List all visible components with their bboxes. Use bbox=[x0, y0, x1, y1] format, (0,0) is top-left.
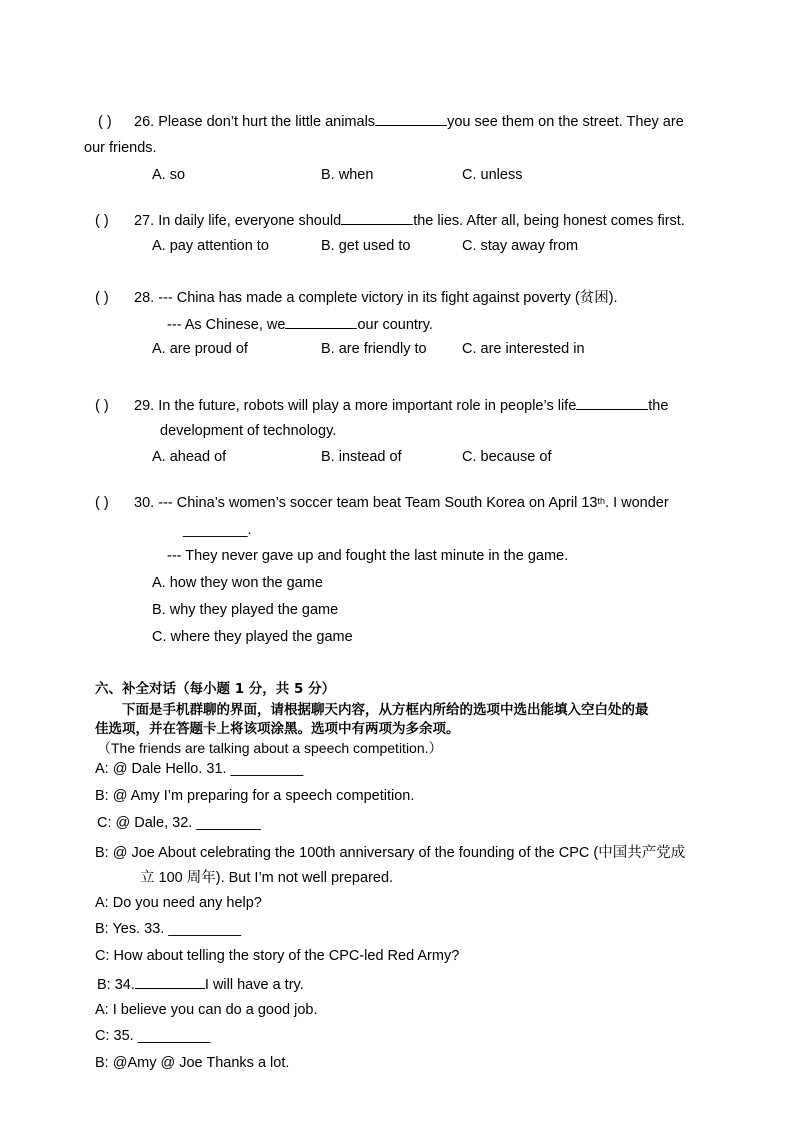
dialogue-text: B: 34. bbox=[97, 977, 135, 993]
question-text: In the future, robots will play a more important role in people’s life bbox=[158, 398, 577, 414]
dialogue-line: C: 35. _________ bbox=[95, 1028, 211, 1044]
question-text-line2: ________. bbox=[183, 522, 252, 538]
question-text-line2: our friends. bbox=[84, 140, 157, 156]
question-text-cont: . I wonder bbox=[605, 495, 669, 511]
dialogue-line: B: Yes. 33. _________ bbox=[95, 921, 241, 937]
dialogue-line: A: I believe you can do a good job. bbox=[95, 1002, 318, 1018]
question-28 bbox=[95, 289, 618, 307]
answer-blank bbox=[375, 111, 447, 126]
dialogue-line: B: @Amy @ Joe Thanks a lot. bbox=[95, 1055, 290, 1071]
question-text-cont: the lies. After all, being honest comes first. bbox=[413, 213, 685, 229]
option-b: B. why they played the game bbox=[152, 602, 339, 618]
question-number: 27. bbox=[134, 213, 155, 229]
dialogue-line: A: Do you need any help? bbox=[95, 895, 262, 911]
dialogue-line: C: @ Dale, 32. ________ bbox=[97, 815, 261, 831]
answer-paren[interactable]: ( ) bbox=[98, 114, 112, 130]
dialogue-line: B: @ Amy I’m preparing for a speech competition. bbox=[95, 788, 415, 804]
dialogue-text-cont: I will have a try. bbox=[204, 977, 304, 993]
superscript: th bbox=[597, 496, 606, 506]
dialogue-line: 立 100 周年). But I’m not well prepared. bbox=[140, 870, 394, 886]
question-30 bbox=[95, 494, 669, 512]
question-text: --- China has made a complete victory in its fight against poverty (贫困). bbox=[158, 290, 618, 306]
question-text: Please don’t hurt the little animals bbox=[158, 114, 376, 130]
question-text: --- As Chinese, we bbox=[167, 317, 286, 333]
answer-blank bbox=[341, 210, 413, 225]
option-c: C. unless bbox=[462, 167, 523, 183]
option-a: A. ahead of bbox=[152, 449, 227, 465]
question-number: 29. bbox=[134, 398, 155, 414]
question-text: --- China’s women’s soccer team beat Team South Korea on April 13 bbox=[158, 495, 598, 511]
question-28-line2 bbox=[167, 314, 433, 334]
question-text-cont: you see them on the street. They are bbox=[447, 114, 684, 130]
dialogue-line: C: How about telling the story of the CPC-led Red Army? bbox=[95, 948, 460, 964]
answer-paren[interactable]: ( ) bbox=[95, 495, 109, 511]
answer-blank bbox=[285, 314, 357, 329]
option-a: A. how they won the game bbox=[152, 575, 323, 591]
option-c: C. stay away from bbox=[462, 238, 579, 254]
option-c: C. because of bbox=[462, 449, 552, 465]
dialogue-line: A: @ Dale Hello. 31. _________ bbox=[95, 761, 304, 777]
question-number: 26. bbox=[134, 114, 155, 130]
question-number: 30. bbox=[134, 495, 155, 511]
section-instruction-line1: 下面是手机群聊的界面，请根据聊天内容，从方框内所给的选项中选出能填入空白处的最 bbox=[122, 702, 649, 718]
question-29 bbox=[95, 395, 668, 415]
section-instruction-line2: 佳选项，并在答题卡上将该项涂黑。选项中有两项为多余项。 bbox=[95, 721, 460, 737]
option-a: A. are proud of bbox=[152, 341, 248, 357]
option-a: A. pay attention to bbox=[152, 238, 269, 254]
section-context: （The friends are talking about a speech competition.） bbox=[97, 740, 443, 756]
question-26 bbox=[98, 111, 684, 131]
dialogue-line-34 bbox=[97, 974, 304, 994]
answer-paren[interactable]: ( ) bbox=[95, 213, 109, 229]
option-b: B. get used to bbox=[321, 238, 411, 254]
option-c: C. where they played the game bbox=[152, 629, 353, 645]
question-text-cont: our country. bbox=[357, 317, 433, 333]
option-b: B. instead of bbox=[321, 449, 402, 465]
option-b: B. when bbox=[321, 167, 374, 183]
question-text-cont: the bbox=[648, 398, 669, 414]
section-title: 六、补全对话（每小题 1 分，共 5 分） bbox=[95, 681, 336, 697]
dialogue-line: B: @ Joe About celebrating the 100th anniversary of the founding of the CPC (中国共产党成 bbox=[95, 845, 686, 861]
answer-blank bbox=[576, 395, 648, 410]
option-c: C. are interested in bbox=[462, 341, 585, 357]
question-text-line3: --- They never gave up and fought the last minute in the game. bbox=[167, 548, 569, 564]
answer-blank bbox=[135, 974, 205, 989]
option-b: B. are friendly to bbox=[321, 341, 427, 357]
question-27 bbox=[95, 210, 685, 230]
question-text: In daily life, everyone should bbox=[158, 213, 342, 229]
question-number: 28. bbox=[134, 290, 155, 306]
option-a: A. so bbox=[152, 167, 186, 183]
answer-paren[interactable]: ( ) bbox=[95, 290, 109, 306]
question-text-line2: development of technology. bbox=[160, 423, 337, 439]
answer-paren[interactable]: ( ) bbox=[95, 398, 109, 414]
